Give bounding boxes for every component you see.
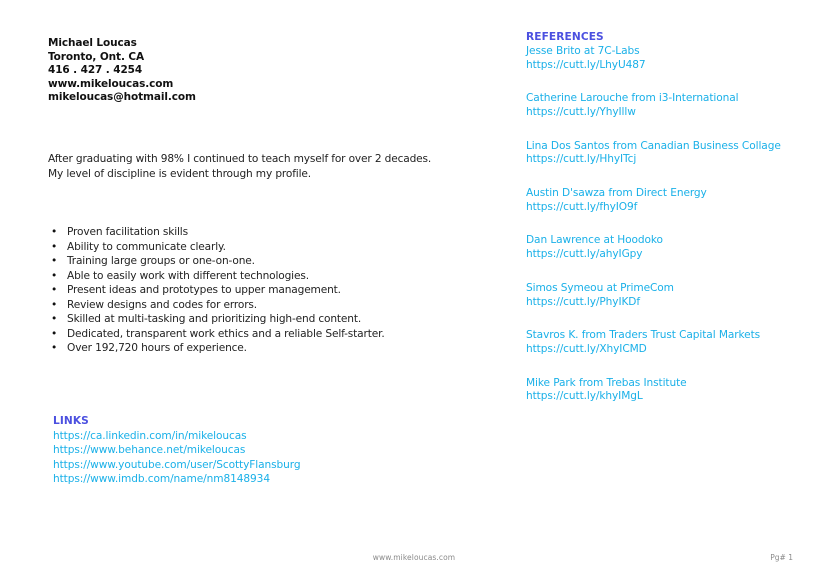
reference-name: Mike Park from Trebas Institute [526, 376, 687, 389]
contact-block [48, 37, 196, 105]
bullet-icon: • [51, 298, 58, 311]
bullet-icon: • [51, 284, 58, 296]
reference-item [526, 234, 781, 262]
skill-item: • Review designs and codes for errors. [51, 298, 257, 311]
reference-name: Stavros K. from Traders Trust Capital Markets [526, 329, 761, 342]
reference-item [526, 329, 781, 357]
skill-item: • Proven facilitation skills [51, 226, 188, 238]
bullet-icon: • [51, 313, 58, 325]
references-section [526, 31, 781, 424]
reference-name: Dan Lawrence at Hoodoko [526, 234, 663, 247]
skill-item: • Dedicated, transparent work ethics and a reliable Self-starter. [51, 327, 385, 340]
reference-item [526, 377, 781, 405]
link-imdb[interactable]: https://www.imdb.com/name/nm8148934 [53, 473, 270, 485]
reference-link[interactable]: https://cutt.ly/XhyICMD [526, 342, 647, 355]
contact-location: Toronto, Ont. CA [48, 50, 145, 63]
skill-item: • Over 192,720 hours of experience. [51, 342, 247, 354]
reference-link[interactable]: https://cutt.ly/HhyITcj [526, 153, 637, 166]
reference-name: Simos Symeou at PrimeCom [526, 281, 674, 294]
bullet-icon: • [51, 226, 58, 238]
reference-link[interactable]: https://cutt.ly/YhyIllw [526, 105, 636, 118]
contact-name: Michael Loucas [48, 37, 137, 49]
contact-phone: 416 . 427 . 4254 [48, 64, 143, 77]
reference-link[interactable]: https://cutt.ly/fhyIO9f [526, 200, 638, 213]
link-behance[interactable]: https://www.behance.net/mikeloucas [53, 444, 246, 456]
reference-name: Catherine Larouche from i3-International [526, 92, 739, 105]
reference-item [526, 92, 781, 120]
reference-name: Jesse Brito at 7C-Labs [526, 44, 640, 57]
link-youtube[interactable]: https://www.youtube.com/user/ScottyFlansburg [53, 458, 301, 471]
link-linkedin[interactable]: https://ca.linkedin.com/in/mikeloucas [53, 429, 247, 442]
contact-website: www.mikeloucas.com [48, 77, 174, 90]
skill-item: • Ability to communicate clearly. [51, 240, 226, 253]
summary-line-1: After graduating with 98% I continued to teach myself for over 2 decades. [48, 153, 432, 165]
bullet-icon: • [51, 255, 58, 267]
skill-item: • Present ideas and prototypes to upper management. [51, 284, 341, 296]
references-heading: REFERENCES [526, 31, 604, 43]
skill-item: • Skilled at multi-tasking and prioritizing high-end content. [51, 313, 362, 325]
links-section [53, 414, 300, 487]
page-number: Pg# 1 [770, 553, 793, 562]
skill-item: • Training large groups or one-on-one. [51, 255, 255, 267]
summary-paragraph [48, 152, 478, 181]
contact-email: mikeloucas@hotmail.com [48, 91, 196, 104]
skill-item: • Able to easily work with different technologies. [51, 269, 309, 282]
bullet-icon: • [51, 342, 58, 354]
reference-link[interactable]: https://cutt.ly/LhyU487 [526, 58, 646, 71]
reference-item [526, 187, 781, 215]
skills-list [48, 225, 385, 356]
reference-link[interactable]: https://cutt.ly/khyIMgL [526, 390, 643, 403]
reference-name: Austin D'sawza from Direct Energy [526, 186, 707, 199]
reference-link[interactable]: https://cutt.ly/PhyIKDf [526, 295, 640, 308]
reference-item [526, 282, 781, 310]
links-heading: LINKS [53, 415, 89, 427]
reference-name: Lina Dos Santos from Canadian Business Collage [526, 139, 781, 152]
footer-website: www.mikeloucas.com [372, 553, 456, 562]
bullet-icon: • [51, 240, 58, 253]
summary-line-2: My level of discipline is evident through my profile. [48, 167, 311, 180]
reference-item [526, 140, 781, 168]
bullet-icon: • [51, 327, 58, 340]
bullet-icon: • [51, 269, 58, 282]
reference-item [526, 45, 781, 73]
reference-link[interactable]: https://cutt.ly/ahyIGpy [526, 248, 643, 261]
